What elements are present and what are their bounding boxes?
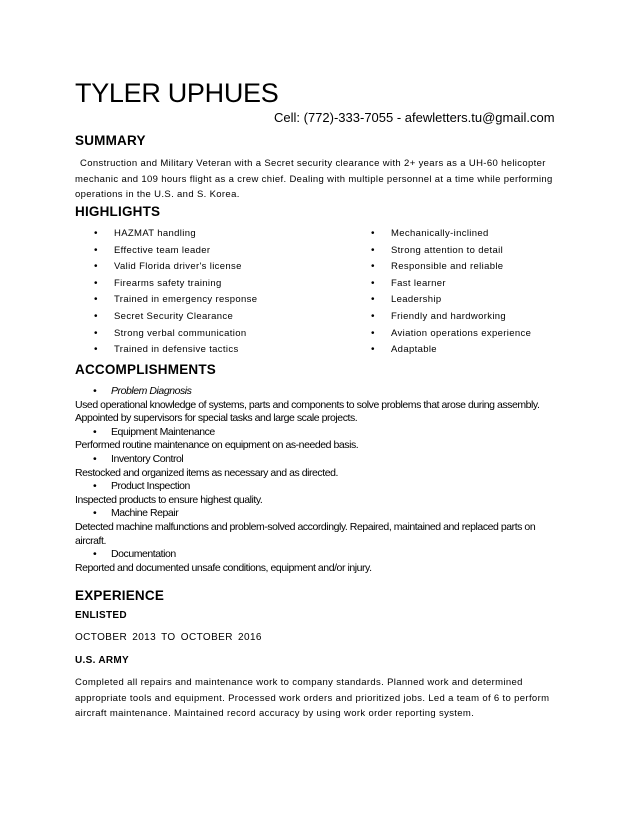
highlight-item: • Secret Security Clearance	[94, 309, 257, 326]
experience-role: ENLISTED	[75, 610, 127, 621]
highlight-item: • Responsible and reliable	[371, 259, 531, 276]
accomplishment-desc: Detected machine malfunctions and problem-solved accordingly. Repaired, maintained and replaced parts on aircraft.	[75, 520, 536, 547]
accomplishment-title: • Problem Diagnosis	[93, 385, 555, 399]
highlight-item: • Aviation operations experience	[371, 326, 531, 343]
experience-org: U.S. ARMY	[75, 655, 129, 666]
accomplishment-desc: Used operational knowledge of systems, parts and components to solve problems that arose during assembly. Appointed by supervisors for special tasks and large scale projects.	[75, 398, 540, 425]
accomplishment-desc: Reported and documented unsafe conditions, equipment and/or injury.	[75, 561, 372, 574]
highlight-item: • Strong verbal communication	[94, 326, 257, 343]
accomplishment-title: • Product Inspection	[93, 480, 555, 494]
contact-info: Cell: (772)-333-7055 - afewletters.tu@gmail.com	[274, 110, 555, 125]
highlight-item: • Trained in emergency response	[94, 292, 257, 309]
highlights-left-list	[94, 226, 257, 359]
highlight-item: • Friendly and hardworking	[371, 309, 531, 326]
highlight-item: • Fast learner	[371, 276, 531, 293]
highlight-item: • Mechanically-inclined	[371, 226, 531, 243]
highlight-item: • Effective team leader	[94, 243, 257, 260]
experience-text: Completed all repairs and maintenance work to company standards. Planned work and determined appropriate tools and equipment. Processed work orders and prioritized jobs. Led a team of 6 to perform aircraft maintenance. Maintained record accuracy by using work order reporting system.	[75, 677, 550, 719]
highlights-right-list	[371, 226, 531, 359]
accomplishment-desc: Performed routine maintenance on equipment on as-needed basis.	[75, 439, 359, 452]
accomplishment-title: • Equipment Maintenance	[93, 426, 555, 440]
highlight-item: • Adaptable	[371, 342, 531, 359]
accomplishment-title: • Inventory Control	[93, 453, 555, 467]
summary-text: Construction and Military Veteran with a Secret security clearance with 2+ years as a UH-60 helicopter mechanic and 109 hours flight as a crew chief. Dealing with multiple personnel at a time while performing operations in the U.S. and S. Korea.	[75, 158, 553, 200]
highlight-item: • HAZMAT handling	[94, 226, 257, 243]
highlight-item: • Leadership	[371, 292, 531, 309]
summary-heading: SUMMARY	[75, 133, 146, 148]
accomplishment-title: • Machine Repair	[93, 507, 555, 521]
experience-dates: OCTOBER 2013 TO OCTOBER 2016	[75, 632, 262, 643]
accomplishments-heading: ACCOMPLISHMENTS	[75, 362, 216, 377]
highlight-item: • Strong attention to detail	[371, 243, 531, 260]
experience-heading: EXPERIENCE	[75, 588, 165, 603]
highlight-item: • Firearms safety training	[94, 276, 257, 293]
accomplishment-title: • Documentation	[93, 548, 555, 562]
accomplishment-desc: Restocked and organized items as necessary and as directed.	[75, 466, 338, 479]
accomplishment-desc: Inspected products to ensure highest quality.	[75, 493, 263, 506]
accomplishments-list	[75, 385, 555, 575]
highlights-heading: HIGHLIGHTS	[75, 204, 161, 219]
candidate-name: TYLER UPHUES	[75, 78, 279, 108]
highlight-item: • Valid Florida driver's license	[94, 259, 257, 276]
highlight-item: • Trained in defensive tactics	[94, 342, 257, 359]
